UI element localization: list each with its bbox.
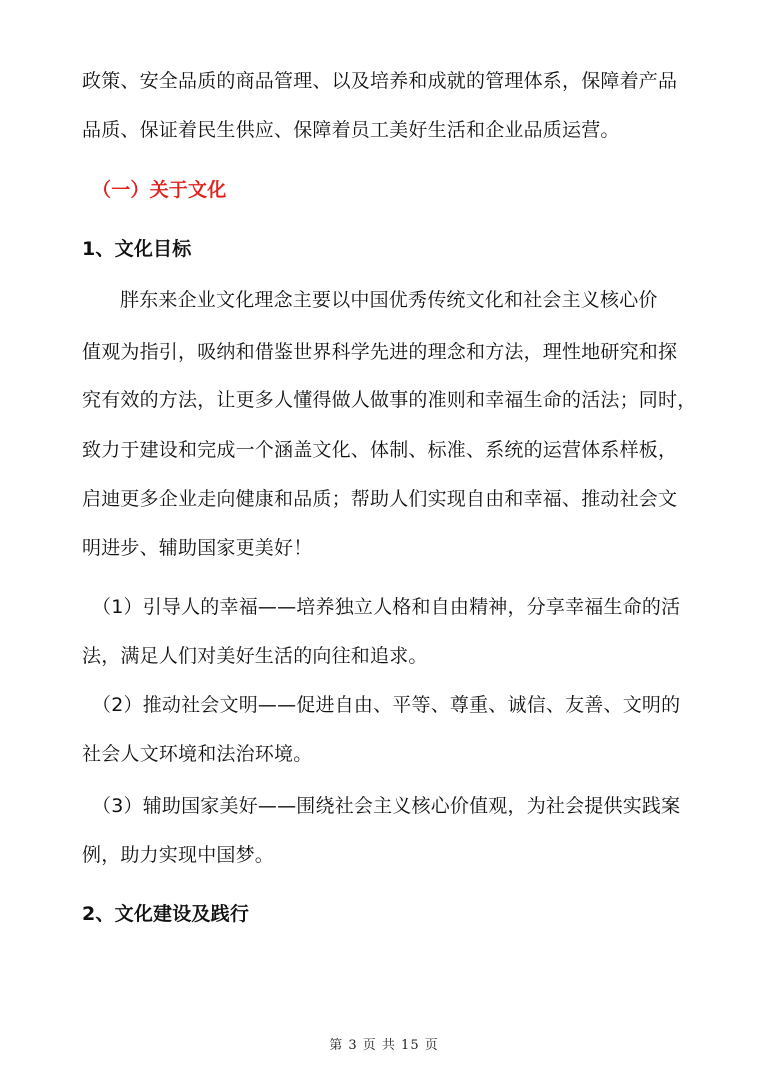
intro-line-1: 政策、安全品质的商品管理、以及培养和成就的管理体系，保障着产品	[82, 70, 678, 92]
list-item-1-line-1: （1）引导人的幸福——培养独立人格和自由精神，分享幸福生命的活	[92, 596, 681, 618]
section-title: （一）关于文化	[92, 179, 227, 201]
list-item-1-line-2: 法，满足人们对美好生活的向往和追求。	[82, 645, 428, 667]
paragraph-line-3: 究有效的方法，让更多人懂得做人做事的准则和幸福生命的活法；同时，	[82, 389, 697, 411]
subheading-culture-practice: 2、文化建设及践行	[82, 903, 250, 925]
page-number-footer: 第 3 页 共 15 页	[329, 1038, 439, 1053]
paragraph-line-4: 致力于建设和完成一个涵盖文化、体制、标准、系统的运营体系样板，	[82, 439, 678, 461]
subheading-culture-goal: 1、文化目标	[82, 238, 192, 260]
paragraph-line-6: 明进步、辅助国家更美好！	[82, 537, 313, 559]
list-item-3-line-2: 例，助力实现中国梦。	[82, 844, 275, 866]
intro-line-2: 品质、保证着民生供应、保障着员工美好生活和企业品质运营。	[82, 119, 620, 141]
list-item-2-line-2: 社会人文环境和法治环境。	[82, 743, 313, 765]
list-item-2-line-1: （2）推动社会文明——促进自由、平等、尊重、诚信、友善、文明的	[92, 694, 681, 716]
list-item-3-line-1: （3）辅助国家美好——围绕社会主义核心价值观，为社会提供实践案	[92, 795, 681, 817]
paragraph-line-2: 值观为指引，吸纳和借鉴世界科学先进的理念和方法，理性地研究和探	[82, 341, 678, 363]
paragraph-line-5: 启迪更多企业走向健康和品质；帮助人们实现自由和幸福、推动社会文	[82, 488, 678, 510]
paragraph-line-1: 胖东来企业文化理念主要以中国优秀传统文化和社会主义核心价	[120, 289, 658, 311]
